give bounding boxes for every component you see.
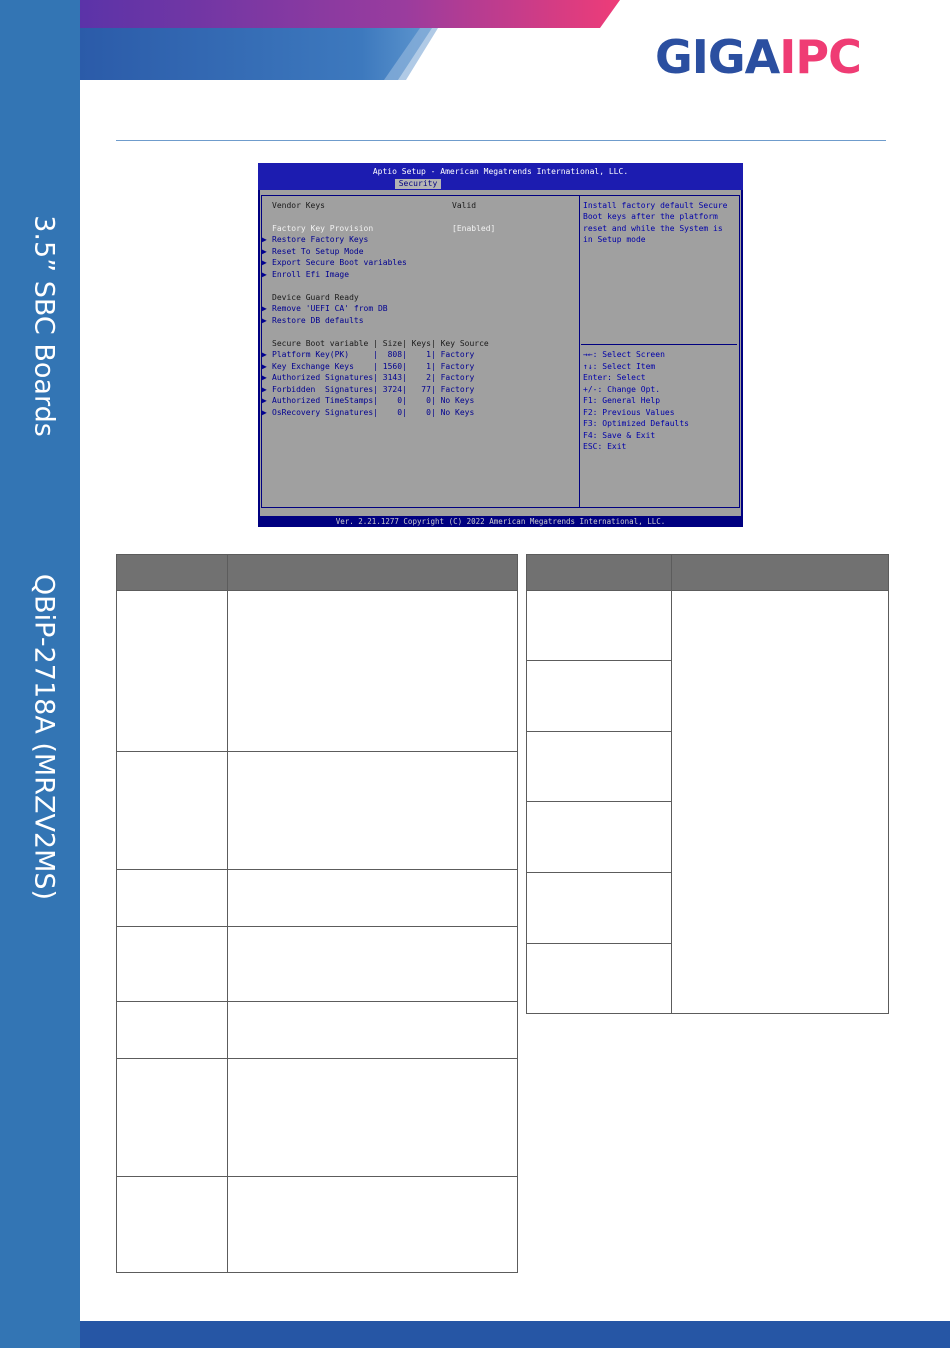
sidebar-product-model: QBiP-2718A (MRZV2MS): [28, 573, 60, 901]
table-row: [527, 591, 889, 661]
bios-title: Aptio Setup - American Megatrends International, LLC.: [372, 167, 629, 176]
device-guard-label: Device Guard Ready: [272, 293, 359, 302]
help-text-line: Boot keys after the platform: [583, 212, 718, 221]
bios-header: [258, 163, 743, 190]
table-header-cell: [672, 555, 889, 591]
table-row: [117, 1059, 518, 1177]
menu-enroll-efi-image[interactable]: Enroll Efi Image: [272, 270, 350, 279]
table-cell: [527, 661, 672, 732]
header-divider: [116, 140, 886, 141]
table-header-row: [527, 555, 889, 591]
key-help-select-item: ↑↓: Select Item: [583, 362, 656, 371]
table-row: [117, 752, 518, 870]
var-row-platform-key[interactable]: Platform Key(PK) | 808| 1| Factory: [272, 350, 475, 359]
submenu-arrow-icon: ▶: [262, 316, 267, 325]
bios-help-divider: [581, 344, 737, 345]
vendor-keys-label: Vendor Keys: [272, 201, 325, 210]
table-cell: [117, 591, 228, 752]
factory-key-provision-value[interactable]: [Enabled]: [452, 224, 496, 233]
table-cell: [672, 591, 889, 1014]
table-header-cell: [527, 555, 672, 591]
help-text-line: in Setup mode: [583, 235, 646, 244]
table-cell: [117, 1002, 228, 1059]
table-cell: [228, 1002, 518, 1059]
table-cell: [228, 752, 518, 870]
bios-screenshot: [258, 163, 743, 527]
submenu-arrow-icon: ▶: [262, 350, 267, 359]
bios-footer: Ver. 2.21.1277 Copyright (C) 2022 American Megatrends International, LLC.: [258, 516, 743, 527]
table-cell: [117, 1059, 228, 1177]
help-text-line: reset and while the System is: [583, 224, 723, 233]
submenu-arrow-icon: ▶: [262, 258, 267, 267]
table-header-cell: [117, 555, 228, 591]
table-cell: [117, 870, 228, 927]
submenu-arrow-icon: ▶: [262, 385, 267, 394]
table-row: [117, 1002, 518, 1059]
footer-bar: [80, 1321, 950, 1348]
table-cell: [527, 732, 672, 802]
secure-boot-variable-header: Secure Boot variable | Size| Keys| Key Source: [272, 339, 489, 348]
bios-body: [260, 190, 741, 516]
submenu-arrow-icon: ▶: [262, 373, 267, 382]
factory-key-provision-label[interactable]: Factory Key Provision: [272, 224, 374, 233]
menu-remove-uefi-ca[interactable]: Remove 'UEFI CA' from DB: [272, 304, 388, 313]
submenu-arrow-icon: ▶: [262, 270, 267, 279]
gigaipc-logo: [655, 30, 861, 84]
var-row-authorized-timestamps[interactable]: Authorized TimeStamps| 0| 0| No Keys: [272, 396, 475, 405]
help-text-line: Install factory default Secure: [583, 201, 728, 210]
var-row-forbidden-signatures[interactable]: Forbidden Signatures| 3724| 77| Factory: [272, 385, 475, 394]
menu-restore-factory-keys[interactable]: Restore Factory Keys: [272, 235, 369, 244]
key-help-select-screen: →←: Select Screen: [583, 350, 665, 359]
sidebar-band: [0, 0, 80, 1348]
table-cell: [117, 752, 228, 870]
table-cell: [527, 873, 672, 944]
table-cell: [117, 927, 228, 1002]
key-help-save-exit: F4: Save & Exit: [583, 431, 656, 440]
table-cell: [228, 591, 518, 752]
submenu-arrow-icon: ▶: [262, 396, 267, 405]
var-row-key-exchange-keys[interactable]: Key Exchange Keys | 1560| 1| Factory: [272, 362, 475, 371]
key-help-optimized-defaults: F3: Optimized Defaults: [583, 419, 689, 428]
table-row: [117, 1177, 518, 1273]
key-help-enter: Enter: Select: [583, 373, 646, 382]
table-cell: [527, 944, 672, 1014]
bios-column-divider: [579, 195, 580, 508]
var-row-authorized-signatures[interactable]: Authorized Signatures| 3143| 2| Factory: [272, 373, 475, 382]
table-cell: [228, 870, 518, 927]
table-cell: [228, 1059, 518, 1177]
submenu-arrow-icon: ▶: [262, 304, 267, 313]
table-cell: [228, 1177, 518, 1273]
table-cell: [527, 591, 672, 661]
settings-table-right: [526, 554, 889, 1014]
var-row-osrecovery-signatures[interactable]: OsRecovery Signatures| 0| 0| No Keys: [272, 408, 475, 417]
table-row: [117, 591, 518, 752]
key-help-previous-values: F2: Previous Values: [583, 408, 675, 417]
table-cell: [117, 1177, 228, 1273]
settings-table-left: [116, 554, 518, 1273]
key-help-general-help: F1: General Help: [583, 396, 661, 405]
sidebar-product-category: 3.5” SBC Boards: [28, 215, 60, 437]
table-row: [117, 927, 518, 1002]
key-help-change-opt: +/-: Change Opt.: [583, 385, 661, 394]
table-header-row: [117, 555, 518, 591]
menu-export-secure-boot-variables[interactable]: Export Secure Boot variables: [272, 258, 407, 267]
submenu-arrow-icon: ▶: [262, 235, 267, 244]
key-help-exit: ESC: Exit: [583, 442, 627, 451]
submenu-arrow-icon: ▶: [262, 408, 267, 417]
submenu-arrow-icon: ▶: [262, 362, 267, 371]
logo-ipc-text: IPC: [779, 30, 861, 84]
table-row: [117, 870, 518, 927]
menu-restore-db-defaults[interactable]: Restore DB defaults: [272, 316, 364, 325]
submenu-arrow-icon: ▶: [262, 247, 267, 256]
table-cell: [527, 802, 672, 873]
table-cell: [228, 927, 518, 1002]
table-header-cell: [228, 555, 518, 591]
bios-tab-security[interactable]: Security: [395, 179, 441, 189]
vendor-keys-value: Valid: [452, 201, 477, 210]
menu-reset-to-setup-mode[interactable]: Reset To Setup Mode: [272, 247, 364, 256]
logo-giga-text: GIGA: [655, 30, 780, 84]
